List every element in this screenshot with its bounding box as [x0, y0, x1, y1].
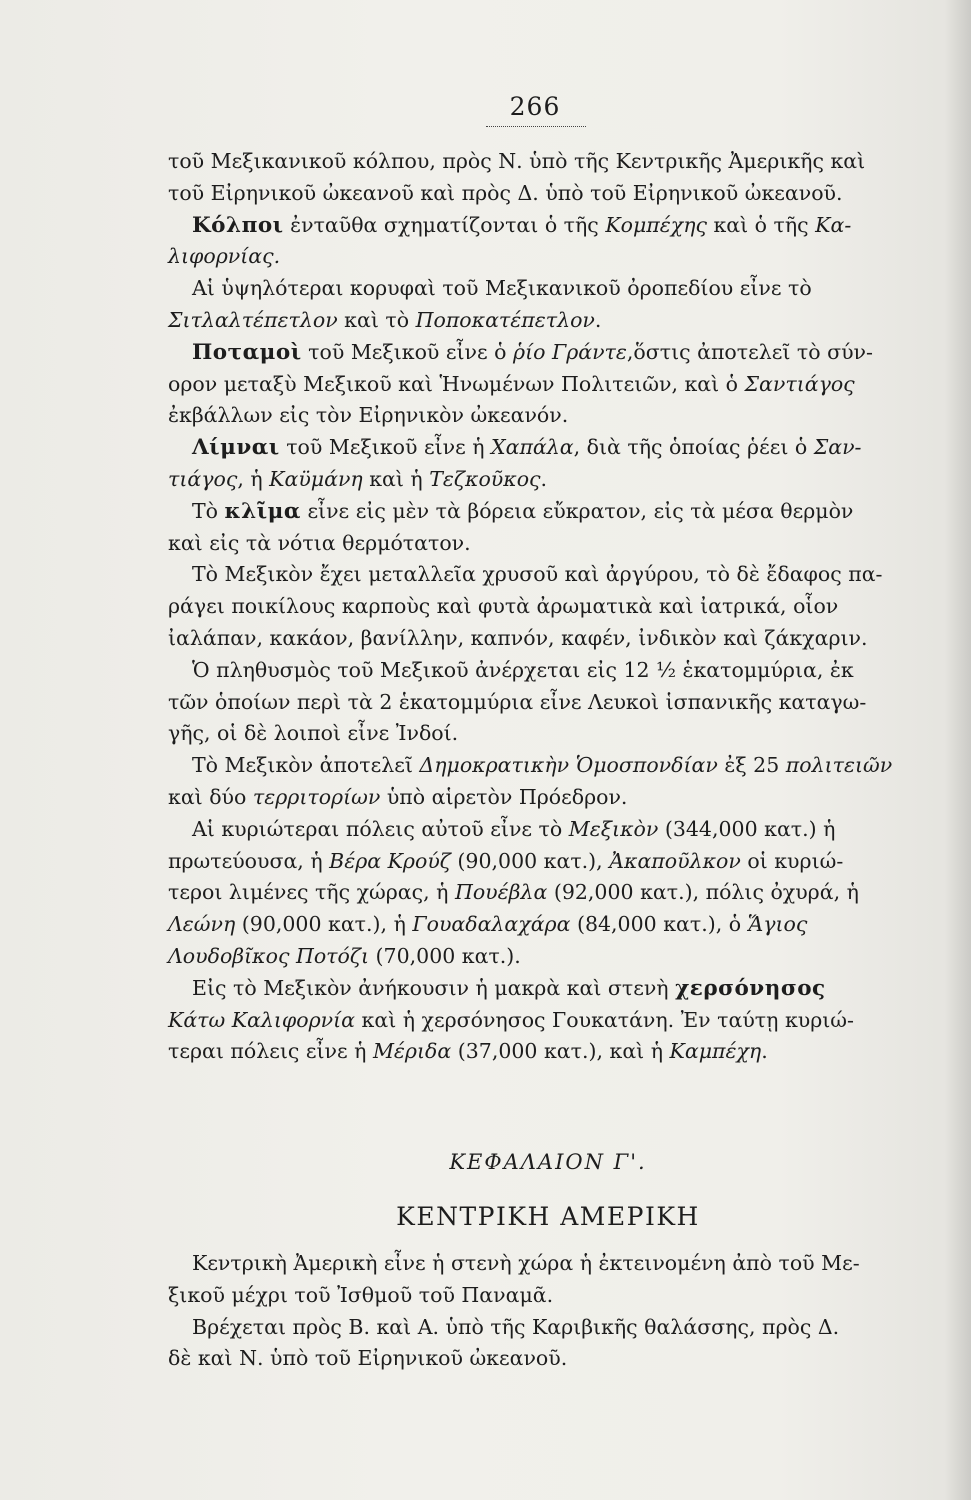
- text-line: [168, 1248, 928, 1280]
- text-run: τοῦ Εἰρηνικοῦ ὠκεανοῦ καὶ πρὸς Δ. ὑπὸ τοῦ Εἰρηνικοῦ ὠκεανοῦ.: [168, 180, 843, 205]
- italic-term: πολιτειῶν: [785, 753, 893, 778]
- text-line: [168, 846, 928, 878]
- text-run: δὲ καὶ Ν. ὑπὸ τοῦ Εἰρηνικοῦ ὠκεανοῦ.: [168, 1346, 568, 1371]
- text-run: (84,000 κατ.), ὁ: [570, 912, 748, 937]
- text-run: ράγει ποικίλους καρποὺς καὶ φυτὰ ἀρωματικὰ καὶ ἰατρικά, οἷον: [168, 594, 839, 619]
- italic-term: ῥίο Γράντε: [513, 339, 627, 364]
- keyword: κλῖμα: [224, 498, 301, 524]
- text-line: [168, 400, 928, 432]
- text-run: (70,000 κατ.).: [369, 943, 521, 968]
- italic-term: Μέριδα: [372, 1039, 452, 1064]
- keyword: Κόλποι: [192, 212, 284, 238]
- text-run: ἐκβάλλων εἰς τὸν Εἰρηνικὸν ὠκεανόν.: [168, 403, 569, 428]
- text-run: Τὸ: [192, 498, 225, 523]
- page-spine-shadow: [945, 0, 971, 1500]
- keyword: Λίμναι: [192, 435, 280, 461]
- text-run: ὑπὸ αἱρετὸν Πρόεδρον.: [380, 784, 628, 809]
- text-line: [168, 1005, 928, 1037]
- text-line: [168, 782, 928, 814]
- text-line: [168, 687, 928, 719]
- text-line: [168, 1343, 928, 1375]
- page-number: 266: [509, 92, 561, 121]
- text-run: .: [594, 307, 602, 332]
- text-run: ἐνταῦθα σχηματίζονται ὁ τῆς: [283, 212, 606, 237]
- text-run: Τὸ Μεξικὸν ἀποτελεῖ: [192, 753, 420, 778]
- text-run: τοῦ Μεξικοῦ εἶνε ἡ: [279, 435, 492, 460]
- italic-term: Σιτλαλτέπετλον: [168, 307, 338, 332]
- italic-term: Λεώνη: [168, 912, 236, 937]
- text-run: καὶ ὁ τῆς: [706, 212, 816, 237]
- italic-term: Κα-: [815, 212, 852, 237]
- text-run: τεραι πόλεις εἶνε ἡ: [168, 1039, 373, 1064]
- italic-term: Ἅγιος: [747, 912, 808, 937]
- text-run: , διὰ τῆς ὁποίας ῥέει ὁ: [573, 435, 814, 460]
- text-line: [168, 718, 928, 750]
- text-line: [168, 464, 928, 496]
- section-title: ΚΕΝΤΡΙΚΗ ΑΜΕΡΙΚΗ: [396, 1202, 700, 1231]
- text-run: .: [540, 466, 548, 491]
- text-line: [168, 909, 928, 941]
- text-line: [168, 528, 928, 560]
- text-line: [168, 1036, 928, 1068]
- italic-term: Σαν-: [813, 435, 862, 460]
- page-number-rule: [486, 126, 586, 127]
- text-line: [168, 305, 928, 337]
- text-run: Βρέχεται πρὸς Β. καὶ Α. ὑπὸ τῆς Καριβικῆς θαλάσσης, πρὸς Δ.: [192, 1314, 840, 1339]
- italic-term: Πουέβλα: [454, 880, 548, 905]
- text-run: τοῦ Μεξικοῦ εἶνε ὁ: [301, 339, 514, 364]
- text-run: (37,000 κατ.), καὶ ἡ: [451, 1039, 670, 1064]
- text-line: [168, 210, 928, 242]
- italic-term: Λουδοβῖκος Ποτόζι: [168, 943, 370, 968]
- text-run: (90,000 κατ.),: [450, 848, 610, 873]
- body-text-section: [168, 1248, 928, 1375]
- text-run: ἰαλάπαν, κακάον, βανίλλην, καπνόν, καφέν, ἰνδικὸν καὶ ζάκχαριν.: [168, 625, 868, 650]
- text-run: ,ὅστις ἀποτελεῖ τὸ σύν-: [626, 339, 873, 364]
- text-run: Εἰς τὸ Μεξικὸν ἀνήκουσιν ἡ μακρὰ καὶ στενὴ: [192, 975, 676, 1000]
- italic-term: τερριτορίων: [252, 784, 381, 809]
- italic-term: Τεζκοῦκος: [429, 466, 541, 491]
- body-text: [168, 146, 928, 1068]
- text-run: , ἡ: [237, 466, 270, 491]
- italic-term: Καϋμάνη: [269, 466, 363, 491]
- text-run: Τὸ Μεξικὸν ἔχει μεταλλεῖα χρυσοῦ καὶ ἀργύρου, τὸ δὲ ἔδαφος πα-: [192, 562, 883, 587]
- italic-term: τιάγος: [168, 466, 238, 491]
- italic-term: Μεξικὸν: [568, 816, 659, 841]
- text-run: Κεντρικὴ Ἀμερικὴ εἶνε ἡ στενὴ χώρα ἡ ἐκτεινομένη ἀπὸ τοῦ Με-: [192, 1251, 860, 1275]
- text-line: [168, 941, 928, 973]
- text-run: καὶ εἰς τὰ νότια θερμότατον.: [168, 530, 471, 555]
- text-line: [168, 273, 928, 305]
- chapter-heading: ΚΕΦΑΛΑΙΟΝ Γ'.: [449, 1150, 647, 1174]
- italic-term: Σαντιάγος: [744, 371, 855, 396]
- text-run: καὶ τὸ: [337, 307, 416, 332]
- italic-term: Ἀκαποῦλκον: [609, 848, 741, 873]
- text-run: ορον μεταξὺ Μεξικοῦ καὶ Ἡνωμένων Πολιτειῶν, καὶ ὁ: [168, 371, 745, 396]
- text-run: καὶ ἡ: [362, 466, 430, 491]
- text-line: [168, 178, 928, 210]
- italic-term: Κάτω Καλιφορνία: [168, 1007, 356, 1032]
- text-line: [168, 623, 928, 655]
- text-line: [168, 814, 928, 846]
- text-line: [168, 1280, 928, 1312]
- italic-term: Δημοκρατικὴν Ὁμοσπονδίαν: [419, 753, 718, 778]
- text-line: [168, 241, 928, 273]
- text-run: τῶν ὁποίων περὶ τὰ 2 ἑκατομμύρια εἶνε Λευκοὶ ἱσπανικῆς καταγω-: [168, 689, 867, 714]
- text-run: τοῦ Μεξικανικοῦ κόλπου, πρὸς Ν. ὑπὸ τῆς Κεντρικῆς Ἀμερικῆς καὶ: [168, 149, 866, 173]
- text-run: Αἱ ὑψηλότεραι κορυφαὶ τοῦ Μεξικανικοῦ ὀροπεδίου εἶνε τὸ: [192, 276, 812, 301]
- italic-term: Βέρα Κρούζ: [329, 848, 451, 873]
- text-run: (92,000 κατ.), πόλις ὀχυρά, ἡ: [547, 880, 859, 905]
- text-run: καὶ ἡ χερσόνησος Γουκατάνη. Ἐν ταύτῃ κυριώ-: [355, 1007, 854, 1032]
- text-line: [168, 369, 928, 401]
- text-run: (344,000 κατ.) ἡ: [658, 816, 836, 841]
- italic-term: Ποποκατέπετλον: [415, 307, 595, 332]
- text-run: .: [761, 1039, 768, 1064]
- text-line: [168, 337, 928, 369]
- text-run: γῆς, οἱ δὲ λοιποὶ εἶνε Ἰνδοί.: [168, 721, 459, 746]
- italic-term: λιφορνίας.: [168, 244, 281, 269]
- text-line: [168, 591, 928, 623]
- text-run: καὶ δύο: [168, 784, 253, 809]
- text-line: [168, 877, 928, 909]
- text-run: πρωτεύουσα, ἡ: [168, 848, 330, 873]
- text-run: τεροι λιμένες τῆς χώρας, ἡ: [168, 880, 455, 905]
- text-run: ἐξ 25: [717, 753, 786, 778]
- keyword: Ποταμοὶ: [192, 339, 302, 365]
- text-run: (90,000 κατ.), ἡ: [235, 912, 413, 937]
- text-line: [168, 559, 928, 591]
- text-run: οἱ κυριώ-: [740, 848, 844, 873]
- text-line: [168, 973, 928, 1005]
- italic-term: Καμπέχη: [669, 1039, 762, 1064]
- text-run: Ὁ πληθυσμὸς τοῦ Μεξικοῦ ἀνέρχεται εἰς 12 ½ ἑκατομμύρια, ἐκ: [192, 657, 854, 682]
- text-line: [168, 496, 928, 528]
- italic-term: Κομπέχης: [605, 212, 707, 237]
- text-run: ξικοῦ μέχρι τοῦ Ἰσθμοῦ τοῦ Παναμᾶ.: [168, 1282, 554, 1307]
- text-line: [168, 1312, 928, 1344]
- text-run: Αἱ κυριώτεραι πόλεις αὐτοῦ εἶνε τὸ: [192, 816, 569, 841]
- italic-term: Γουαδαλαχάρα: [412, 912, 571, 937]
- text-run: εἶνε εἰς μὲν τὰ βόρεια εὔκρατον, εἰς τὰ μέσα θερμὸν: [300, 498, 854, 523]
- text-line: [168, 655, 928, 687]
- text-line: [168, 146, 928, 178]
- text-line: [168, 750, 928, 782]
- keyword: χερσόνησος: [675, 975, 826, 1001]
- text-line: [168, 432, 928, 464]
- italic-term: Χαπάλα: [491, 435, 574, 460]
